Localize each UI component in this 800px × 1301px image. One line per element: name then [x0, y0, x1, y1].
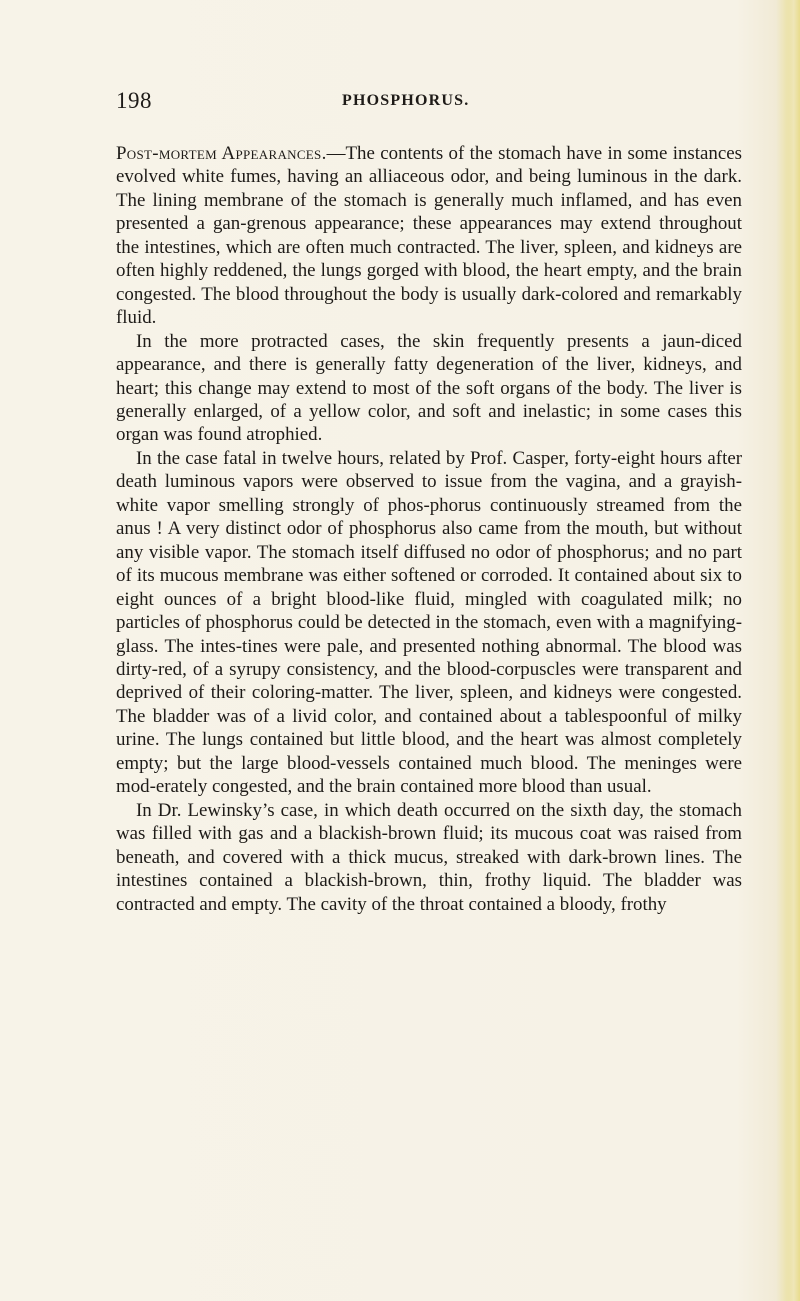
paragraph-text: —The contents of the stomach have in some instances evolved white fumes, having an alliaceous odor, and being luminous in the dark. The lining membrane of the stomach is generally much inflamed, and has even presented a gan-grenous appearance; these appearances may extend throughout the intestines, which are often much contracted. The liver, spleen, and kidneys are often highly reddened, the lungs gorged with blood, the heart empty, and the brain congested. The blood throughout the body is usually dark-colored and remarkably fluid.	[116, 143, 742, 329]
paragraph-lewinsky-case: In Dr. Lewinsky’s case, in which death occurred on the sixth day, the stomach was filled with gas and a blackish-brown fluid; its mucous coat was raised from beneath, and covered with a thick mucus, streaked with dark-brown lines. The intestines contained a blackish-brown, thin, frothy liquid. The bladder was contracted and empty. The cavity of the throat contained a bloody, frothy	[116, 799, 742, 915]
body-text	[116, 142, 742, 916]
page-header	[116, 88, 742, 122]
page-edge-tint	[786, 0, 800, 1301]
page-number: 198	[116, 88, 152, 113]
running-head: PHOSPHORUS.	[342, 92, 470, 109]
paragraph-protracted-cases: In the more protracted cases, the skin frequently presents a jaun-diced appearance, and there is generally fatty degeneration of the liver, kidneys, and heart; this change may extend to most of the soft organs of the body. The liver is generally enlarged, of a yellow color, and soft and inelastic; in some cases this organ was found atrophied.	[116, 330, 742, 446]
section-heading: Post-mortem Appearances.	[116, 143, 327, 164]
paragraph-post-mortem	[116, 142, 742, 330]
paragraph-casper-case: In the case fatal in twelve hours, related by Prof. Casper, forty-eight hours after death luminous vapors were observed to issue from the vagina, and a grayish-white vapor smelling strongly of phos-phorus continuously streamed from the anus ! A very distinct odor of phosphorus also came from the mouth, but without any visible vapor. The stomach itself diffused no odor of phosphorus; and no part of its mucous membrane was either softened or corroded. It contained about six to eight ounces of a bright blood-like fluid, mingled with coagulated milk; no particles of phosphorus could be detected in the stomach, even with a magnifying-glass. The intes-tines were pale, and presented nothing abnormal. The blood was dirty-red, of a syrupy consistency, and the blood-corpuscles were transparent and deprived of their coloring-matter. The liver, spleen, and kidneys were congested. The bladder was of a livid color, and contained about a tablespoonful of milky urine. The lungs contained but little blood, and the heart was almost completely empty; but the large blood-vessels contained much blood. The meninges were mod-erately congested, and the brain contained more blood than usual.	[116, 447, 742, 798]
